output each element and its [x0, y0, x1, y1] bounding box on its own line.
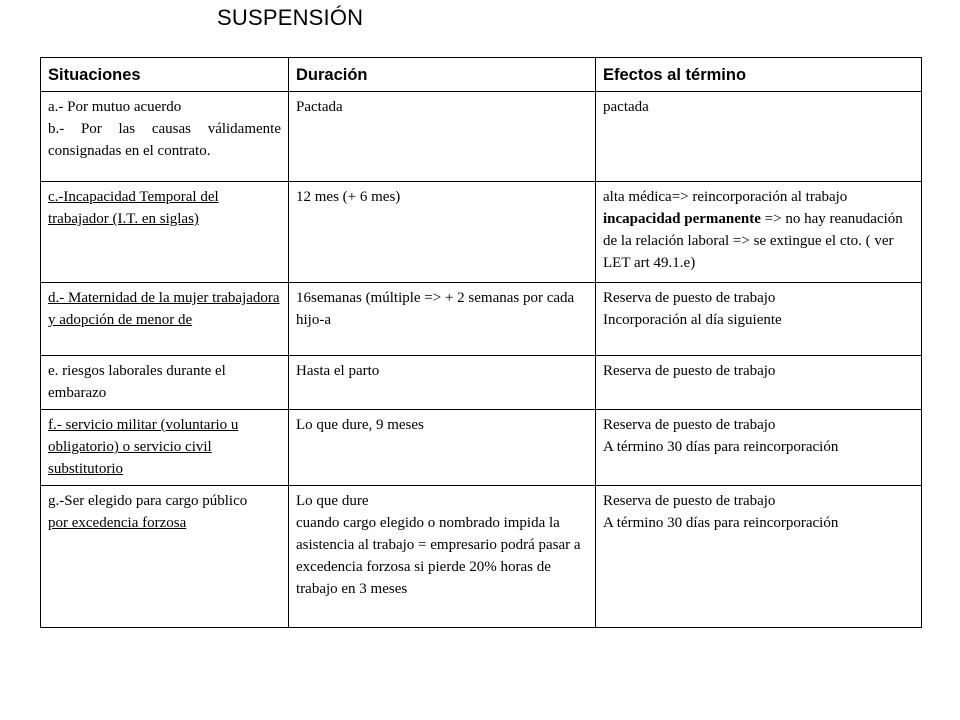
column-header-efectos: Efectos al término: [596, 58, 922, 92]
situacion-text: b.- Por las causas válidamente consignadas en el contrato.: [48, 121, 281, 159]
header-row: [41, 58, 922, 92]
efectos-bold-text: incapacidad permanente: [603, 211, 761, 227]
cell-duracion: [289, 486, 596, 628]
efectos-text: alta médica=> reincorporación al trabajo: [603, 189, 848, 205]
situacion-text: a.- Por mutuo acuerdo: [48, 99, 182, 115]
efectos-text: A término 30 días para reincorporación: [603, 439, 839, 455]
column-header-situaciones: Situaciones: [41, 58, 289, 92]
situacion-text: por excedencia forzosa: [48, 515, 187, 531]
cell-duracion: Lo que dure, 9 meses: [289, 410, 596, 486]
cell-duracion: 12 mes (+ 6 mes): [289, 182, 596, 283]
efectos-text: Incorporación al día siguiente: [603, 312, 782, 328]
cell-situacion: [41, 92, 289, 182]
cell-efectos: [596, 410, 922, 486]
situacion-text: c.-Incapacidad Temporal del trabajador (I.T. en siglas): [48, 189, 219, 227]
situacion-text: g.-Ser elegido para cargo público: [48, 493, 248, 509]
duracion-text: cuando cargo elegido o nombrado impida la asistencia al trabajo = empresario podrá pasar a excedencia forzosa si pierde 20% horas de trabajo en 3 meses: [296, 515, 581, 597]
efectos-text: Reserva de puesto de trabajo: [603, 493, 776, 509]
cell-situacion: [41, 410, 289, 486]
suspension-table: [40, 57, 922, 628]
situacion-text: d.- Maternidad de la mujer trabajadora y adopción de menor de: [48, 290, 280, 328]
efectos-text: => no hay reanudación de la relación laboral => se extingue el cto. ( ver LET art 49.1.e): [603, 211, 903, 271]
table-row: [41, 283, 922, 356]
cell-duracion: Hasta el parto: [289, 356, 596, 410]
cell-duracion: Pactada: [289, 92, 596, 182]
cell-situacion: [41, 283, 289, 356]
efectos-text: Reserva de puesto de trabajo: [603, 290, 776, 306]
table-row: [41, 182, 922, 283]
cell-situacion: e. riesgos laborales durante el embarazo: [41, 356, 289, 410]
cell-efectos: Reserva de puesto de trabajo: [596, 356, 922, 410]
cell-situacion: [41, 182, 289, 283]
efectos-text: A término 30 días para reincorporación: [603, 515, 839, 531]
cell-efectos: [596, 283, 922, 356]
cell-efectos: pactada: [596, 92, 922, 182]
table-row: [41, 356, 922, 410]
page-title: SUSPENSIÓN: [217, 5, 364, 30]
efectos-text: Reserva de puesto de trabajo: [603, 417, 776, 433]
table-row: [41, 92, 922, 182]
duracion-text: Lo que dure: [296, 493, 369, 509]
column-header-duracion: Duración: [289, 58, 596, 92]
cell-efectos: [596, 182, 922, 283]
cell-efectos: [596, 486, 922, 628]
cell-duracion: 16semanas (múltiple => + 2 semanas por cada hijo-a: [289, 283, 596, 356]
cell-situacion: [41, 486, 289, 628]
situacion-text: f.- servicio militar (voluntario u obligatorio) o servicio civil substitutorio: [48, 417, 239, 477]
table-row: [41, 486, 922, 628]
table-row: [41, 410, 922, 486]
